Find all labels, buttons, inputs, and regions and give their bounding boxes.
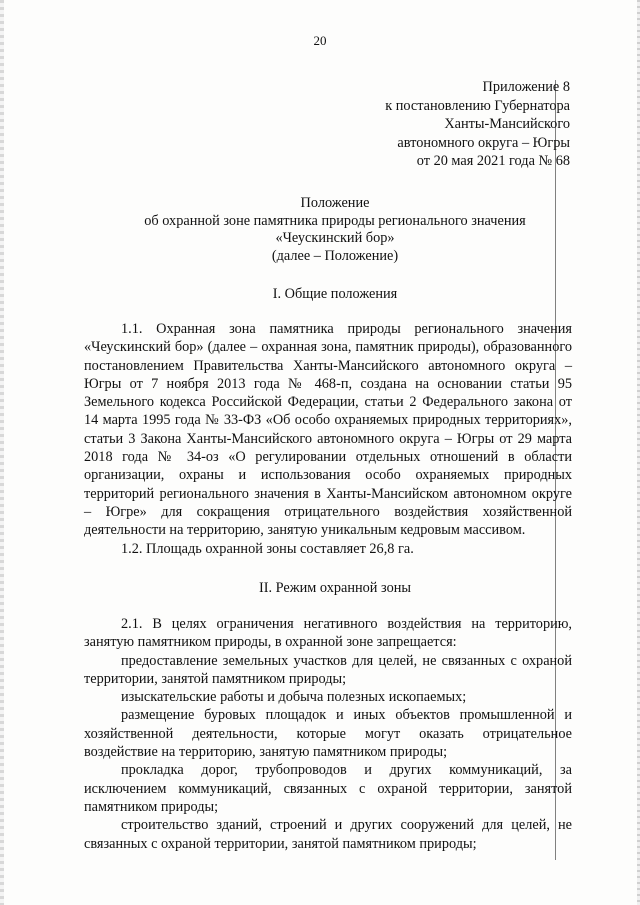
paragraph: 1.2. Площадь охранной зоны составляет 26,8 га. xyxy=(121,540,414,557)
scan-edge-left xyxy=(0,0,4,905)
title-line: об охранной зоне памятника природы регионального значения xyxy=(144,212,526,229)
title-line: Положение xyxy=(300,195,370,211)
title-line: (далее – Положение) xyxy=(271,247,399,264)
section-heading-2: II. Режим охранной зоны xyxy=(258,580,411,596)
list-item: предоставление земельных участков для целей, не связанных с охраной территории, занятой памятником природы; xyxy=(84,652,572,687)
appendix-line: к постановлению Губернатора xyxy=(385,97,570,114)
appendix-line: Ханты-Мансийского xyxy=(444,116,570,133)
list-item: размещение буровых площадок и иных объектов промышленной и хозяйственной деятельности, которые могут оказать отрицательное воздействие на территорию, занятую памятником природы; xyxy=(84,707,572,761)
appendix-block xyxy=(385,78,570,171)
appendix-line: автономного округа – Югры xyxy=(397,134,570,151)
list-item: прокладка дорог, трубопроводов и других коммуникаций, за исключением коммуникаций, связанных с охраной территории, занятой памятником природы; xyxy=(84,762,572,815)
list-item: строительство зданий, строений и других сооружений для целей, не связанных с охраной территории, занятой памятником природы; xyxy=(84,817,572,852)
appendix-line: от 20 мая 2021 года № 68 xyxy=(416,153,570,170)
document-title xyxy=(100,195,570,265)
title-line: «Чеускинский бор» xyxy=(275,230,395,246)
section-1-body xyxy=(84,320,572,558)
appendix-line: Приложение 8 xyxy=(482,79,570,95)
section-2-body xyxy=(84,615,572,853)
section-heading-1: I. Общие положения xyxy=(272,286,398,302)
page-number: 20 xyxy=(313,33,327,48)
list-item: изыскательские работы и добыча полезных ископаемых; xyxy=(121,689,467,706)
paragraph: 2.1. В целях ограничения негативного воздействия на территорию, занятую памятником природы, в охранной зоне запрещается: xyxy=(84,616,572,651)
paragraph: 1.1. Охранная зона памятника природы регионального значения «Чеускинский бор» (далее – охранная зона, памятник природы), образованного постановлением Правительства Ханты-Мансийского автономного округа – Югры от 7 ноября 2013 года № 468-п, создана на основании статьи 95 Земельного кодекса Российской Федерации, статьи 2 Федерального закона от 14 марта 1995 года № 33-ФЗ «Об особо охраняемых природных территориях», статьи 3 Закона Ханты-Мансийского автономного округа – Югры от 29 марта 2018 года № 34-оз «О регулировании отдельных отношений в области организации, охраны и использования особо охраняемых природных территорий регионального значения в Ханты-Мансийском автономном округе – Югре» для сокращения отрицательного воздействия хозяйственной деятельности на территорию, занятую уникальным кедровым массивом. xyxy=(84,321,572,539)
